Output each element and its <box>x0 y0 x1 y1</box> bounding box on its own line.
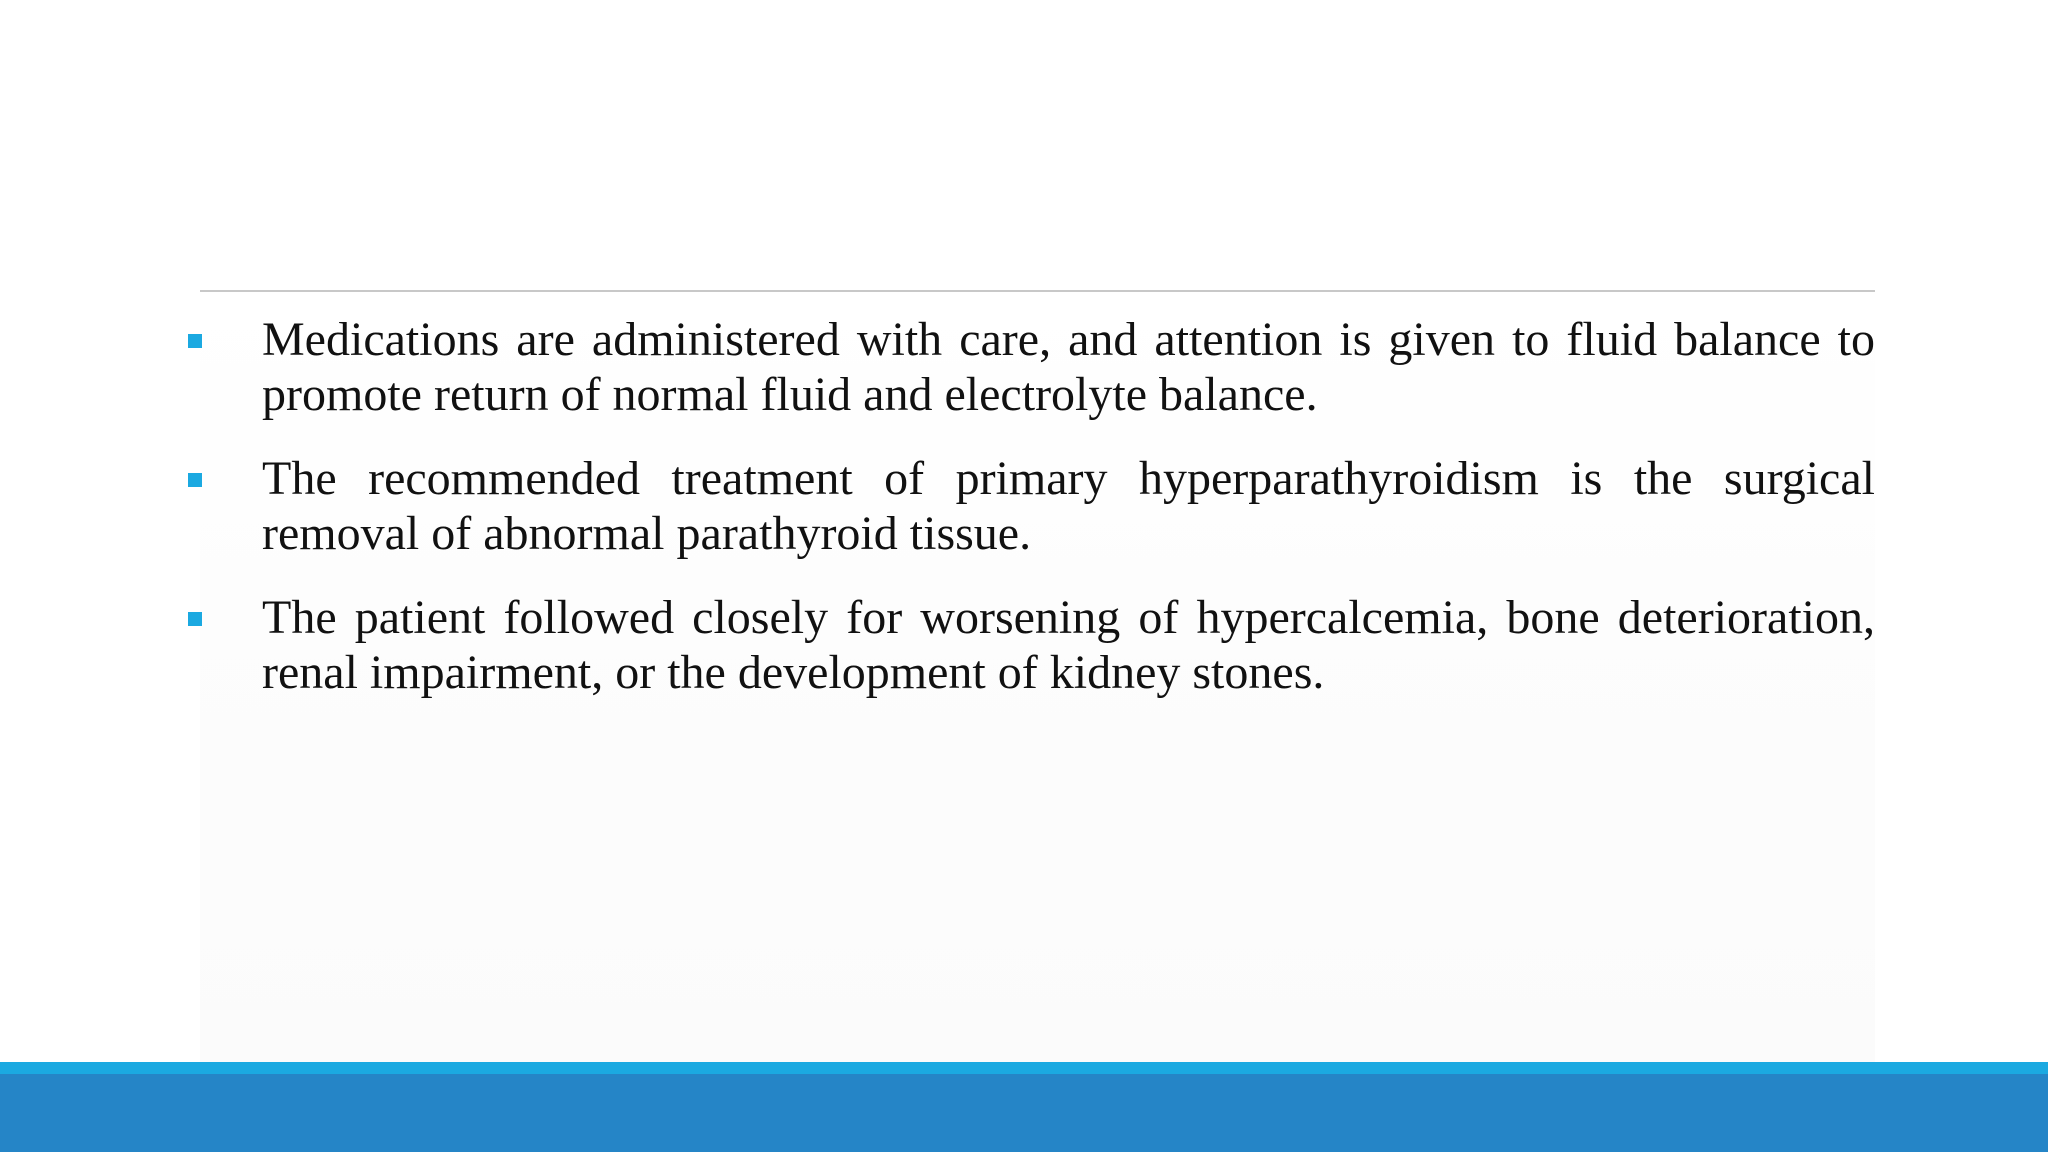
square-bullet-icon <box>188 473 202 487</box>
square-bullet-icon <box>188 612 202 626</box>
footer-bar <box>0 1074 2048 1152</box>
bullet-text: The patient followed closely for worsening of hypercalcemia, bone deterioration, renal impairment, or the development of kidney stones. <box>262 591 1875 699</box>
list-item <box>186 590 1875 700</box>
title-divider <box>200 290 1875 292</box>
list-item <box>186 312 1875 422</box>
bullet-text: The recommended treatment of primary hyperparathyroidism is the surgical removal of abnormal parathyroid tissue. <box>262 452 1875 560</box>
bullet-text: Medications are administered with care, and attention is given to fluid balance to promote return of normal fluid and electrolyte balance. <box>262 313 1875 421</box>
square-bullet-icon <box>188 334 202 348</box>
list-item <box>186 451 1875 561</box>
footer-accent-stripe <box>0 1062 2048 1074</box>
bullet-list <box>186 312 1875 729</box>
